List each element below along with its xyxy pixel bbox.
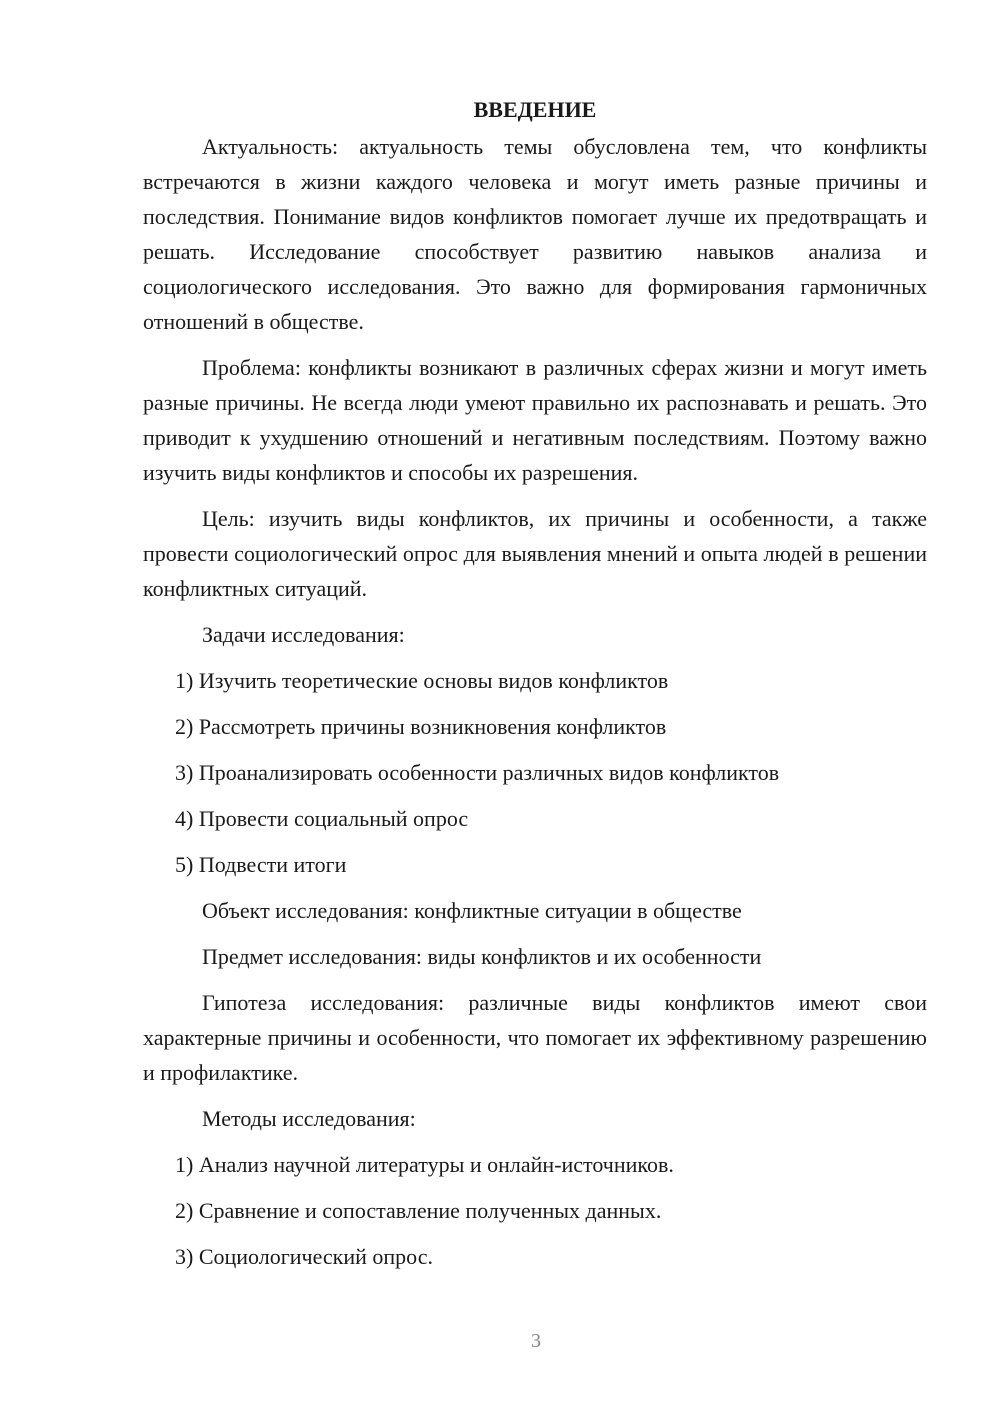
task-item: 1) Изучить теоретические основы видов конфликтов	[175, 668, 669, 693]
task-item: 2) Рассмотреть причины возникновения конфликтов	[175, 714, 667, 739]
method-item: 2) Сравнение и сопоставление полученных данных.	[175, 1198, 662, 1223]
methods-heading: Методы исследования:	[202, 1106, 416, 1131]
task-item: 3) Проанализировать особенности различных видов конфликтов	[175, 760, 780, 785]
problem-paragraph: Проблема: конфликты возникают в различных сферах жизни и могут иметь разные причины. Не всегда люди умеют правильно их распознавать и решать. Это приводит к ухудшению отношений и негативным последствиям. Поэтому важно изучить виды конфликтов и способы их разрешения.	[143, 355, 927, 485]
research-subject: Предмет исследования: виды конфликтов и их особенности	[202, 944, 762, 969]
research-object: Объект исследования: конфликтные ситуации в обществе	[202, 898, 742, 923]
relevance-paragraph: Актуальность: актуальность темы обусловлена тем, что конфликты встречаются в жизни каждого человека и могут иметь разные причины и последствия. Понимание видов конфликтов помогает лучше их предотвращать и решать. Исследование способствует развитию навыков анализа и социологического исследования. Это важно для формирования гармоничных отношений в обществе.	[143, 134, 927, 334]
tasks-heading: Задачи исследования:	[202, 622, 405, 647]
section-title: ВВЕДЕНИЕ	[473, 97, 597, 122]
document-body	[143, 92, 927, 1285]
task-item: 5) Подвести итоги	[175, 852, 347, 877]
hypothesis-paragraph: Гипотеза исследования: различные виды конфликтов имеют свои характерные причины и особенности, что помогает их эффективному разрешению и профилактике.	[143, 990, 927, 1085]
method-item: 1) Анализ научной литературы и онлайн-источников.	[175, 1152, 674, 1177]
goal-paragraph: Цель: изучить виды конфликтов, их причины и особенности, а также провести социологический опрос для выявления мнений и опыта людей в решении конфликтных ситуаций.	[143, 506, 927, 601]
method-item: 3) Социологический опрос.	[175, 1244, 433, 1269]
task-item: 4) Провести социальный опрос	[175, 806, 469, 831]
page-number: 3	[531, 1330, 541, 1352]
